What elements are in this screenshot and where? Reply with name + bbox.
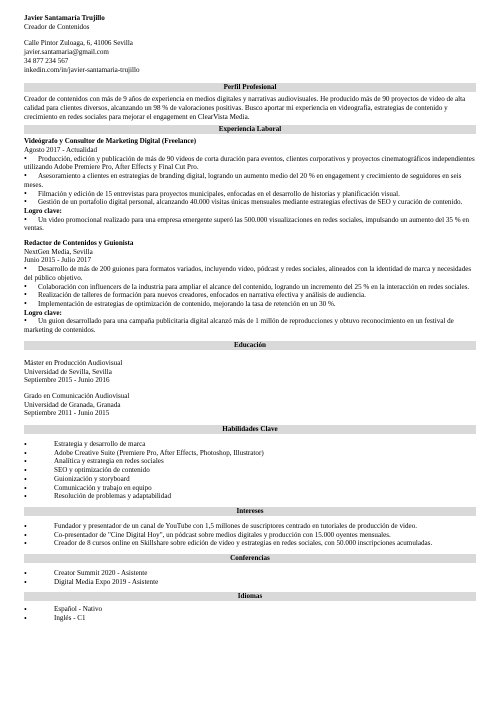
section-heading-interests: Intereses [24,507,476,516]
job-title: Videógrafo y Consultor de Marketing Digital (Freelance) [24,137,197,146]
list-item [24,475,476,484]
interests-list [24,522,476,548]
list-item [24,531,476,540]
bullet-icon [24,317,38,326]
list-item [24,605,476,614]
list-item [24,317,476,334]
section-heading-experience: Experiencia Laboral [24,125,476,134]
skill-text: Resolución de problemas y adaptabilidad [54,492,172,501]
bullet-icon [24,155,38,164]
interest-text: Fundador y presentador de un canal de YouTube con 1,5 millones de suscriptores centrado en tutoriales de producción de video. [54,521,418,530]
education-degree: Máster en Producción Audiovisual [24,358,123,367]
education-entry [24,359,476,385]
education-dates: Septiembre 2015 - Junio 2016 [24,376,110,385]
list-item [24,300,476,309]
list-item [24,440,476,449]
skill-text: Guionización y storyboard [54,474,130,483]
list-item [24,283,476,292]
list-item [24,190,476,199]
languages-list [24,605,476,622]
list-item [24,569,476,578]
contact-linkedin[interactable]: inkedin.com/in/javier-santamaria-trujillo [24,65,140,74]
key-achievement-label: Logro clave: [24,206,62,215]
list-item [24,155,476,172]
job-dates: Junio 2015 - Julio 2017 [24,256,91,265]
candidate-role: Creador de Contenidos [24,22,90,31]
job-entry [24,239,476,335]
bullet-icon [24,172,38,181]
bullet-icon [24,216,38,225]
section-heading-conferences: Conferencias [24,554,476,563]
bullet-icon [24,265,38,274]
list-item [24,457,476,466]
bullet-icon [24,579,27,588]
interest-text: Creador de 8 cursos online en Skillshare sobre edición de video y estrategias en redes sociales, con 50.000 inscripciones acumuladas. [54,539,433,548]
list-item [24,449,476,458]
bullet-icon [24,540,27,549]
job-entry [24,137,476,233]
profile-summary: Creador de contenidos con más de 9 años de experiencia en medios digitales y narrativas audiovisuales. He producido más de 90 proyectos de video de alta calidad para clientes diversos, alcanzando un 98 % de valoraciones positivas. Busco aportar mi experiencia en videografía, estrategias de contenido y crecimiento en redes sociales para mejorar el engagement en ClearVista Media. [24,95,466,121]
job-bullet-text: Desarrollo de más de 200 guiones para formatos variados, incluyendo video, pódcast y redes sociales, alineados con la identidad de marca y necesidades del público objetivo. [24,265,472,282]
list-item [24,614,476,623]
list-item [24,522,476,531]
conference-text: Digital Media Expo 2019 - Asistente [54,577,159,586]
job-bullet-text: Gestión de un portafolio digital personal, alcanzando 40.000 visitas únicas mensuales mediante estrategias efectivas de SEO y curación de contenido. [38,198,463,207]
job-bullet-text: Realización de talleres de formación para nuevos creadores, enfocados en narrativa efectiva y análisis de audiencia. [38,291,366,300]
job-bullet-text: Asesoramiento a clientes en estrategias de branding digital, logrando un aumento medio del 20 % en engagement y crecimiento de seguidores en seis meses. [24,172,462,189]
list-item [24,291,476,300]
interest-text: Co-presentador de "Cine Digital Hoy", un pódcast sobre medios digitales y producción con 15.000 oyentes mensuales. [54,530,391,539]
contact-address: Calle Pintor Zuloaga, 6, 41006 Sevilla [24,39,133,48]
conference-text: Creator Summit 2020 - Asistente [54,569,148,578]
key-achievement-text: Un guion desarrollado para una campaña publicitaria digital alcanzó más de 1 millón de reproducciones y obtuvo reconocimiento en un festival de marketing de contenidos. [24,317,454,335]
list-item [24,484,476,493]
skill-text: Analítica y estrategia en redes sociales [54,457,164,466]
job-dates: Agosto 2017 - Actualidad [24,146,98,155]
job-title: Redactor de Contenidos y Guionista [24,239,134,248]
key-achievement-text: Un video promocional realizado para una empresa emergente superó las 500.000 visualizaciones en redes sociales, impulsando un aumento del 35 % en ventas. [24,215,470,233]
contact-block [24,39,476,74]
section-heading-education: Educación [24,341,476,350]
candidate-name: Javier Santamaría Trujillo [24,14,105,22]
skill-text: Adobe Creative Suite (Premiere Pro, After Effects, Photoshop, Illustrator) [54,448,264,457]
list-item [24,198,476,207]
language-text: Español - Nativo [54,605,103,614]
language-text: Inglés - C1 [54,614,86,623]
section-heading-skills: Habilidades Clave [24,425,476,434]
contact-email[interactable]: javier.santamaria@gmail.com [24,48,109,57]
list-item [24,492,476,501]
job-bullet-text: Colaboración con influencers de la industria para ampliar el alcance del contenido, logrando un incremento del 25 % en la interacción en redes sociales. [38,282,470,291]
skill-text: SEO y optimización de contenido [54,466,150,475]
job-company: NextGen Media, Sevilla [24,247,93,256]
conferences-list [24,569,476,586]
bullet-icon [24,493,27,502]
list-item [24,216,476,233]
list-item [24,578,476,587]
education-school: Universidad de Granada, Granada [24,400,121,409]
section-heading-profile: Perfil Profesional [24,83,476,92]
education-degree: Grado en Comunicación Audiovisual [24,391,130,400]
list-item [24,539,476,548]
bullet-icon [24,615,27,624]
contact-phone: 34 877 234 567 [24,56,69,65]
education-entry [24,392,476,418]
list-item [24,466,476,475]
skill-text: Comunicación y trabajo en equipo [54,483,152,492]
list-item [24,265,476,282]
resume-header [24,14,476,31]
job-bullet-text: Producción, edición y publicación de más de 90 videos de corta duración para eventos, clientes corporativos y proyectos cinematográficos independientes utilizando Adobe Premiere Pro, After Effects y Final Cut Pro. [24,154,475,172]
key-achievement-label: Logro clave: [24,308,62,317]
skill-text: Estrategia y desarrollo de marca [54,440,146,449]
bullet-icon [24,300,38,309]
section-heading-languages: Idiomas [24,592,476,601]
job-bullet-text: Implementación de estrategias de optimización de contenido, mejorando la tasa de retención en un 30 %. [38,299,336,308]
education-dates: Septiembre 2011 - Junio 2015 [24,409,110,418]
job-bullet-text: Filmación y edición de 15 entrevistas para proyectos municipales, enfocadas en el desarrollo de historias y planificación visual. [38,189,400,198]
bullet-icon [24,198,38,207]
education-school: Universidad de Sevilla, Sevilla [24,367,112,376]
skills-list [24,440,476,501]
list-item [24,172,476,189]
